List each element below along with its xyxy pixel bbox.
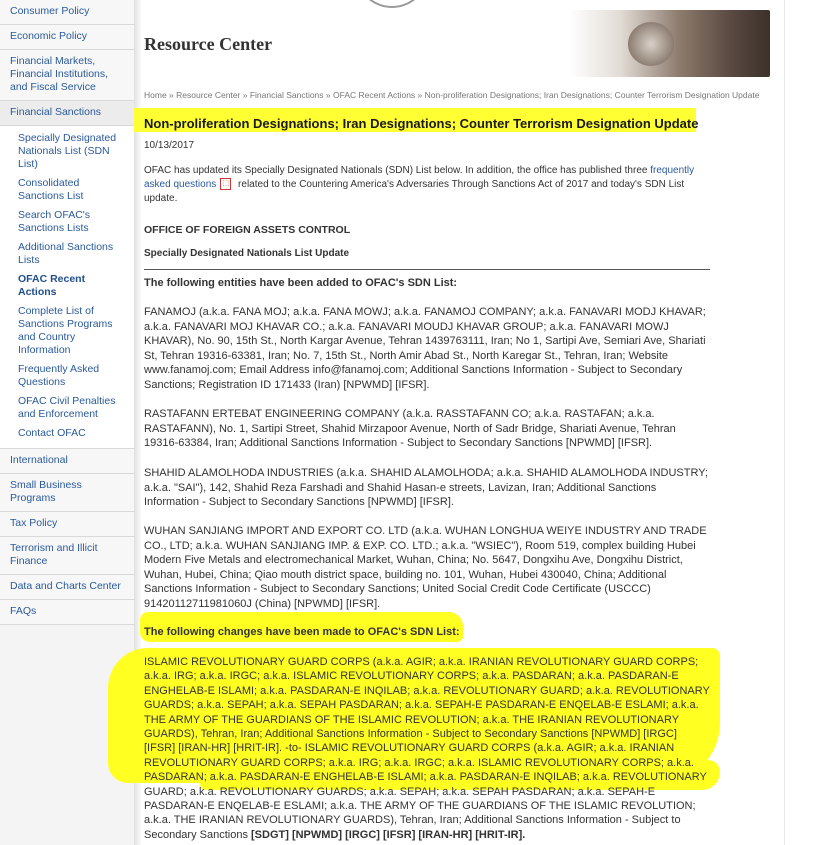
- sidebar-sublist-financial-sanctions: [0, 126, 134, 449]
- breadcrumb[interactable]: Home » Resource Center » Financial Sanctions » OFAC Recent Actions » Non-proliferation Designations; Iran Designations; Counter Terrorism Designation Update: [144, 90, 760, 100]
- sdn-entry: WUHAN SANJIANG IMPORT AND EXPORT CO. LTD (a.k.a. WUHAN LONGHUA WEIYE INDUSTRY AND TRADE CO., LTD; a.k.a. WUHAN SANJIANG IMP. & EXP. CO. LTD.; a.k.a. "WSIEC"), Room 519, complex building Hubei Modern Five Metals and electromechanical Market, Wuhan, China; No. 5647, Dongxihu Ave, Dongxihu District, Wuhan, Hubei, China; Qiao mouth district space, building no. 101, Wuhan, Hubei 430040, China; Additional Sanctions Information - Subject to Secondary Sanctions; United Social Credit Code Certificate (USCCC) 91420112711981060J (China) [NPWMD] [IFSR].: [144, 525, 707, 610]
- sidebar-subitem-contact-ofac[interactable]: Contact OFAC: [18, 427, 86, 439]
- sidebar-subitem-recent-actions[interactable]: OFAC Recent Actions: [18, 273, 86, 298]
- sidebar-item-tax-policy[interactable]: Tax Policy: [0, 512, 134, 537]
- changes-heading: The following changes have been made to OFAC's SDN List:: [144, 626, 460, 638]
- pdf-icon[interactable]: ⬚: [220, 178, 231, 190]
- sidebar-item-financial-sanctions[interactable]: Financial Sanctions: [0, 101, 134, 126]
- sidebar-item-international[interactable]: International: [0, 449, 134, 474]
- sidebar-subitem-faq[interactable]: Frequently Asked Questions: [18, 363, 100, 388]
- faq-link[interactable]: frequently asked questions: [144, 165, 695, 190]
- intro-text-pre: OFAC has updated its Specially Designated Nationals (SDN) List below. In addition, the office has published three: [144, 165, 651, 176]
- sidebar-subitem-additional-lists[interactable]: Additional Sanctions Lists: [18, 241, 114, 266]
- sidebar-subitem-sanctions-programs[interactable]: Complete List of Sanctions Programs and Country Information: [18, 305, 113, 356]
- sidebar-item-data-charts[interactable]: Data and Charts Center: [0, 575, 134, 600]
- intro-text-post: related to the Countering America's Adversaries Through Sanctions Act of 2017 and today's SDN List update.: [144, 179, 685, 204]
- article-headline: Non-proliferation Designations; Iran Designations; Counter Terrorism Designation Update: [144, 116, 699, 131]
- divider: [144, 269, 710, 270]
- right-margin: [784, 0, 820, 845]
- treasury-emblem-icon: [628, 22, 674, 66]
- sdn-entry: RASTAFANN ERTEBAT ENGINEERING COMPANY (a.k.a. RASSTAFANN CO; a.k.a. RASTAFAN; a.k.a. RASTAFANN), No. 1, Sartipi Street, Shahid Mirzapoor Avenue, North of Sadr Bridge, Shariati Avenue, Tehran 19316-63384, Iran; Additional Sanctions Information - Subject to Secondary Sanctions [NPWMD] [IFSR].: [144, 408, 676, 450]
- page-title: Resource Center: [144, 34, 273, 54]
- sidebar-subitem-civil-penalties[interactable]: OFAC Civil Penalties and Enforcement: [18, 395, 116, 420]
- sidebar-item-faqs[interactable]: FAQs: [0, 600, 134, 625]
- office-heading: OFFICE OF FOREIGN ASSETS CONTROL: [144, 224, 351, 236]
- irgc-entry: [144, 655, 710, 842]
- sdn-entry: FANAMOJ (a.k.a. FANA MOJ; a.k.a. FANA MOWJ; a.k.a. FANAMOJ COMPANY; a.k.a. FANAVARI MODJ KHAVAR; a.k.a. FANAVARI MOJ KHAVAR CO.; a.k.a. FANAVARI MOUDJ KHAVAR GROUP; a.k.a. FANAVARI MOWJ KHAVAR), No. 90, 15th St., North Kargar Avenue, Tehran 1439763111, Iran; No 1, Sartipi Ave, Semiari Ave, Shariati St, Tehran 19316-63381, Iran; No. 7, 15th St., North Amir Abad St., North Karegar St., Tehran, Iran; Website www.fanamoj.com; Email Address info@fanamoj.com; Additional Sanctions Information - Subject to Secondary Sanctions; Registration ID 171433 (Iran) [NPWMD] [IFSR].: [144, 306, 706, 391]
- sidebar-item-economic-policy[interactable]: Economic Policy: [0, 25, 134, 50]
- added-heading: The following entities have been added to OFAC's SDN List:: [144, 277, 458, 289]
- sidebar-item-small-business[interactable]: Small Business Programs: [0, 474, 134, 512]
- irgc-entry-text: ISLAMIC REVOLUTIONARY GUARD CORPS (a.k.a. AGIR; a.k.a. IRANIAN REVOLUTIONARY GUARD CORPS; a.k.a. IRG; a.k.a. IRGC; a.k.a. ISLAMIC REVOLUTIONARY CORPS; a.k.a. PASDARAN; a.k.a. PASDARAN-E ENGHELAB-E ISLAMI; a.k.a. PASDARAN-E INQILAB; a.k.a. REVOLUTIONARY GUARD; a.k.a. REVOLUTIONARY GUARDS; a.k.a. SEPAH; a.k.a. SEPAH PASDARAN; a.k.a. SEPAH-E PASDARAN-E ENQELAB-E ESLAMI; a.k.a. THE ARMY OF THE GUARDIANS OF THE ISLAMIC REVOLUTION; a.k.a. THE IRANIAN REVOLUTIONARY GUARDS), Tehran, Iran; Additional Sanctions Information - Subject to Secondary Sanctions [NPWMD] [IRGC] [IFSR] [IRAN-HR] [HRIT-IR]. -to- ISLAMIC REVOLUTIONARY GUARD CORPS (a.k.a. AGIR; a.k.a. IRANIAN REVOLUTIONARY GUARD CORPS; a.k.a. IRG; a.k.a. IRGC; a.k.a. ISLAMIC REVOLUTIONARY CORPS; a.k.a. PASDARAN; a.k.a. PASDARAN-E ENGHELAB-E ISLAMI; a.k.a. PASDARAN-E INQILAB; a.k.a. REVOLUTIONARY GUARD; a.k.a. REVOLUTIONARY GUARDS; a.k.a. SEPAH; a.k.a. SEPAH PASDARAN; a.k.a. SEPAH-E PASDARAN-E ENQELAB-E ESLAMI; a.k.a. THE ARMY OF THE GUARDIANS OF THE ISLAMIC REVOLUTION; a.k.a. THE IRANIAN REVOLUTIONARY GUARDS), Tehran, Iran; Additional Sanctions Information - Subject to Secondary Sanctions: [144, 656, 710, 841]
- header-banner-image: [570, 10, 770, 77]
- sidebar-item-terrorism-finance[interactable]: Terrorism and Illicit Finance: [0, 537, 134, 575]
- sidebar-item-consumer-policy[interactable]: Consumer Policy: [0, 0, 134, 25]
- sdn-entry: SHAHID ALAMOLHODA INDUSTRIES (a.k.a. SHAHID ALAMOLHODA; a.k.a. SHAHID ALAMOLHODA INDUSTRY; a.k.a. "SAI"), 142, Shahid Reza Farshadi and Shahid Hasan-e streets, Lavizan, Iran; Additional Sanctions Information - Subject to Secondary Sanctions [NPWMD] [IFSR].: [144, 467, 708, 509]
- sidebar-item-financial-markets[interactable]: Financial Markets, Financial Institutions, and Fiscal Service: [0, 50, 134, 101]
- sidebar-subitem-search-lists[interactable]: Search OFAC's Sanctions Lists: [18, 209, 91, 234]
- irgc-entry-tags: [SDGT] [NPWMD] [IRGC] [IFSR] [IRAN-HR] [HRIT-IR].: [251, 828, 526, 841]
- sidebar-subitem-consolidated-list[interactable]: Consolidated Sanctions List: [18, 177, 84, 202]
- sdn-update-heading: Specially Designated Nationals List Update: [144, 248, 350, 259]
- treasury-seal-icon: [355, 0, 429, 8]
- intro-paragraph: [144, 164, 714, 206]
- sidebar-subitem-sdn-list[interactable]: Specially Designated Nationals List (SDN List): [18, 132, 117, 170]
- article-date: 10/13/2017: [144, 140, 195, 151]
